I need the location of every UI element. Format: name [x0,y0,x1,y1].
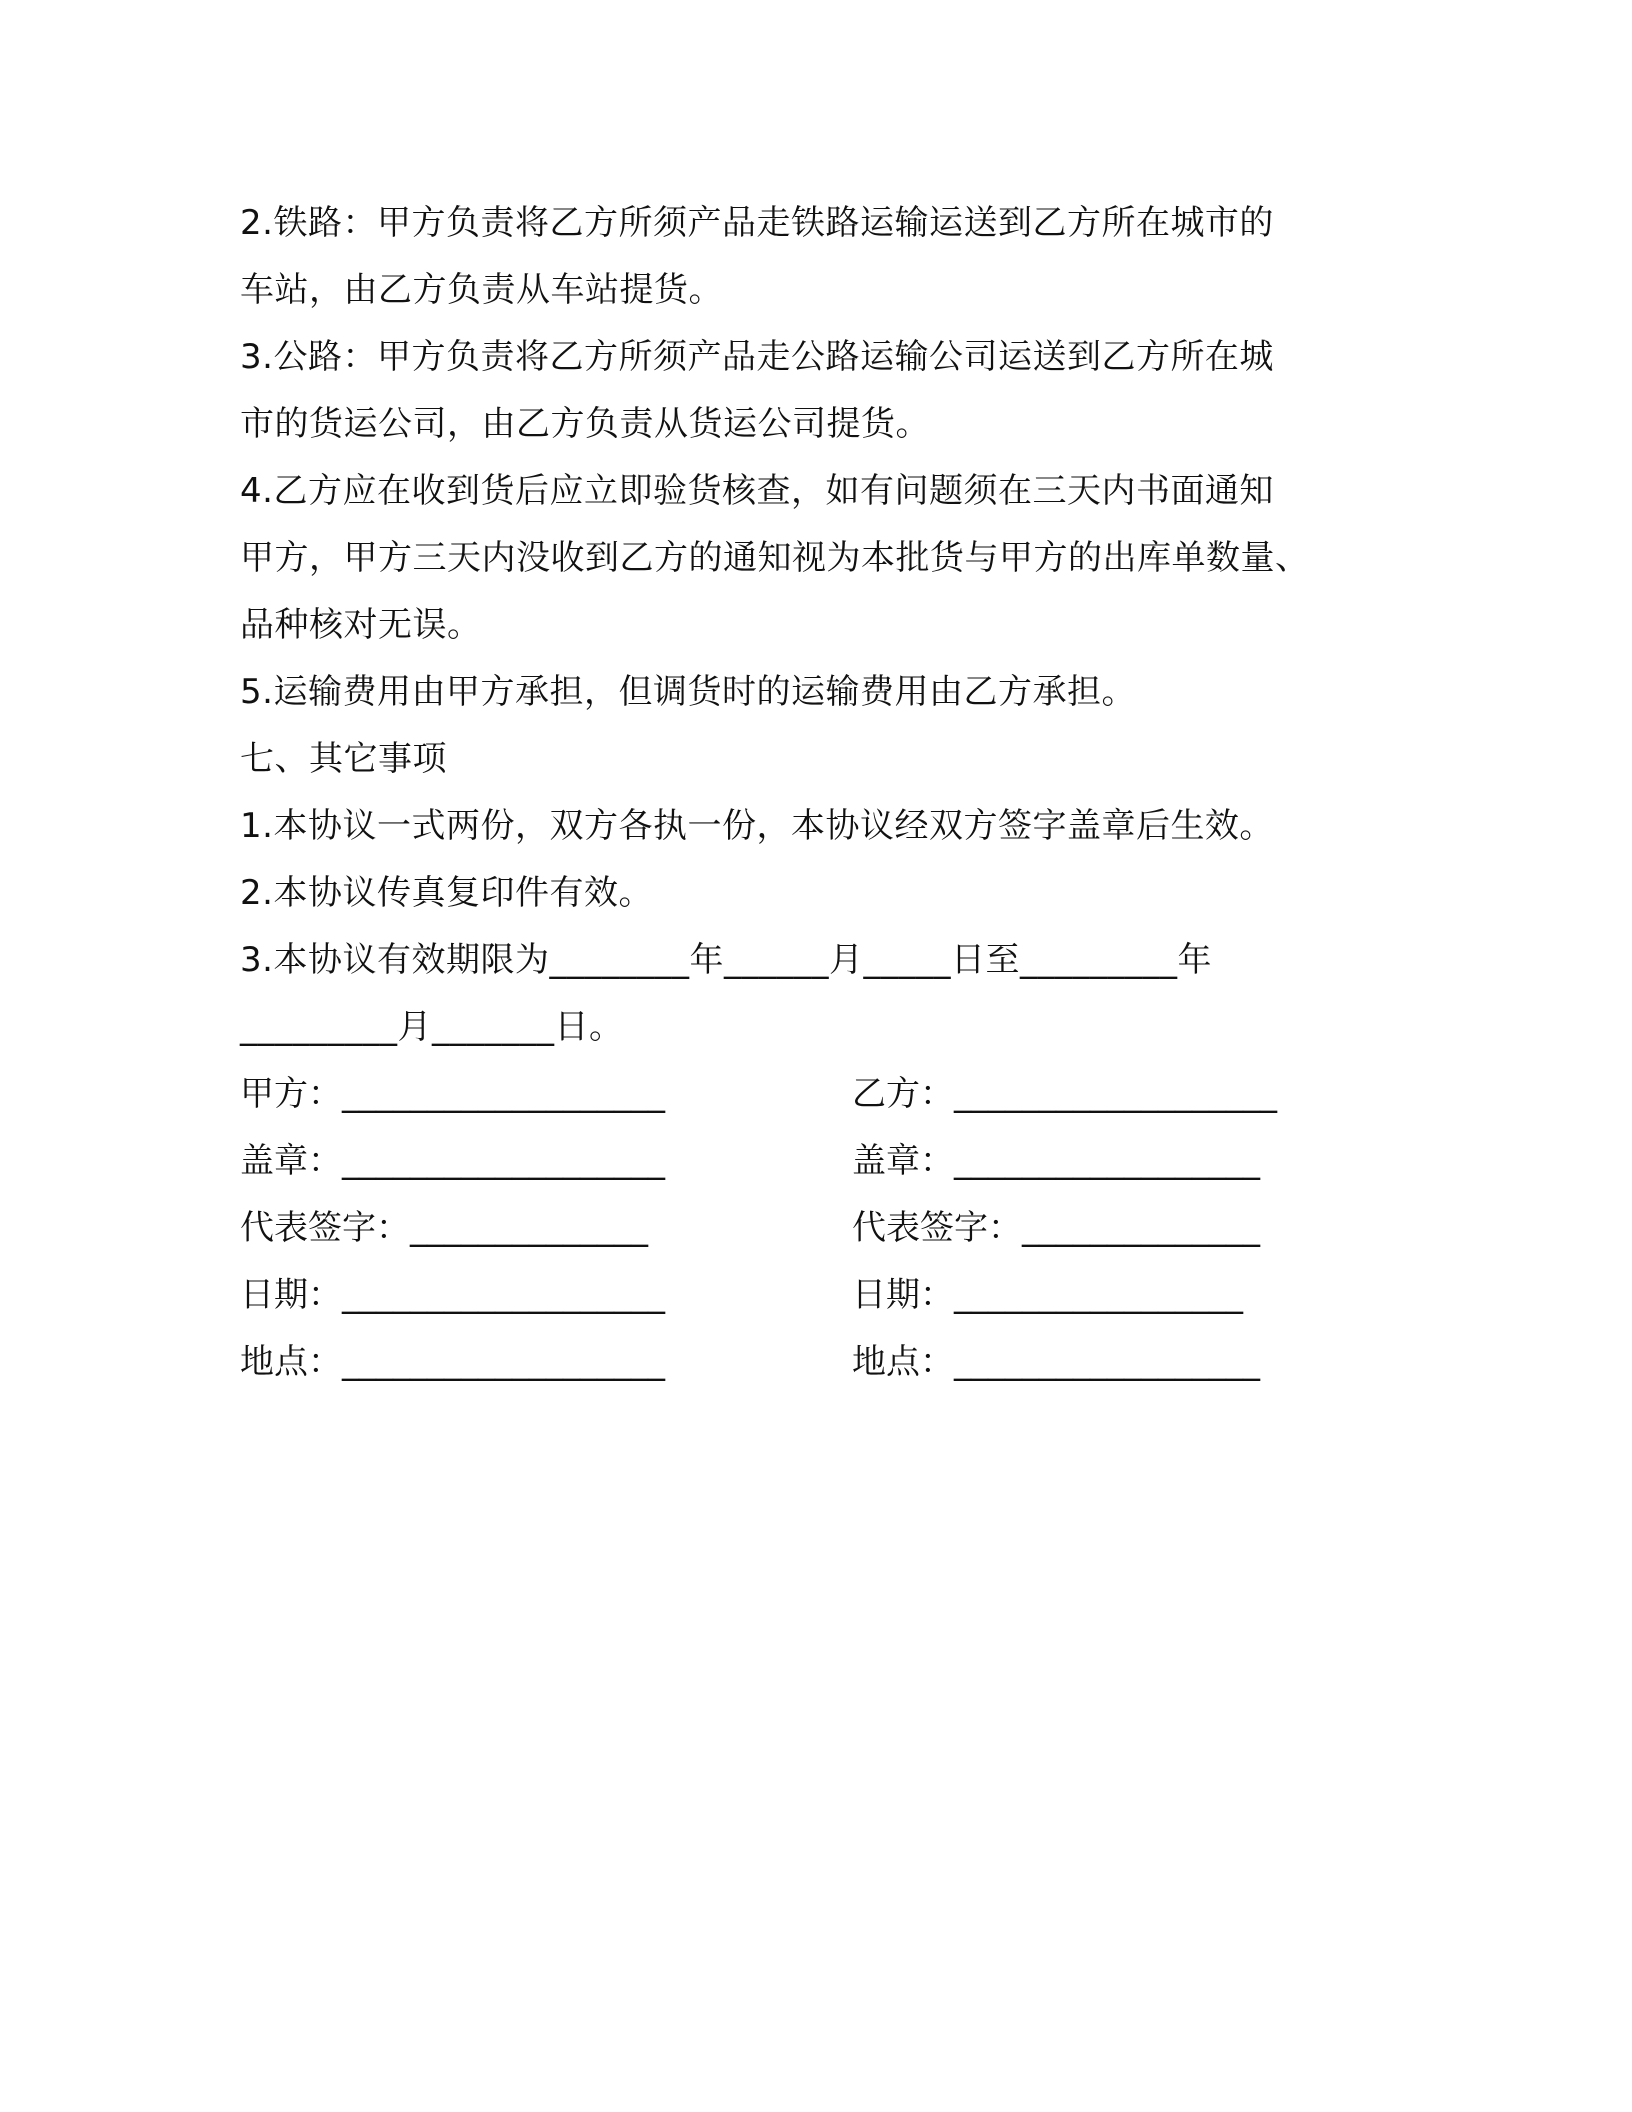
party-b-date-field: 日期：_________________ [852,1275,1243,1315]
paragraph-line: 1.本协议一式两份，双方各执一份，本协议经双方签字盖章后生效。 [240,806,1274,846]
paragraph-line: 4.乙方应在收到货后应立即验货核查，如有问题须在三天内书面通知 [240,471,1274,511]
paragraph-line: 车站，由乙方负责从车站提货。 [240,270,723,310]
party-a-field: 甲方：___________________ [240,1074,665,1114]
paragraph-line: 2.铁路：甲方负责将乙方所须产品走铁路运输运送到乙方所在城市的 [240,203,1274,243]
paragraph-line: 3.本协议有效期限为________年______月_____日至_________年 [240,940,1212,980]
party-a-date-field: 日期：___________________ [240,1275,665,1315]
party-b-field: 乙方：___________________ [852,1074,1277,1114]
paragraph-line: 5.运输费用由甲方承担，但调货时的运输费用由乙方承担。 [240,672,1136,712]
paragraph-line: _________月_______日。 [240,1007,624,1047]
party-a-representative-field: 代表签字：______________ [240,1208,648,1248]
signature-row [240,1195,1400,1262]
signature-block [240,1061,1400,1396]
party-b-location-field: 地点：__________________ [852,1342,1260,1382]
party-a-location-field: 地点：___________________ [240,1342,665,1382]
document-body [240,190,1400,1396]
section-heading: 七、其它事项 [240,739,447,779]
signature-row [240,1262,1400,1329]
signature-row [240,1061,1400,1128]
paragraph-line: 品种核对无误。 [240,605,482,645]
party-b-seal-field: 盖章：__________________ [852,1141,1260,1181]
paragraph-line: 2.本协议传真复印件有效。 [240,873,653,913]
paragraph-line: 甲方，甲方三天内没收到乙方的通知视为本批货与甲方的出库单数量、 [240,538,1310,578]
party-b-representative-field: 代表签字：______________ [852,1208,1260,1248]
signature-row [240,1128,1400,1195]
signature-row [240,1329,1400,1396]
paragraph-line: 3.公路：甲方负责将乙方所须产品走公路运输公司运送到乙方所在城 [240,337,1274,377]
paragraph-line: 市的货运公司，由乙方负责从货运公司提货。 [240,404,930,444]
party-a-seal-field: 盖章：___________________ [240,1141,665,1181]
